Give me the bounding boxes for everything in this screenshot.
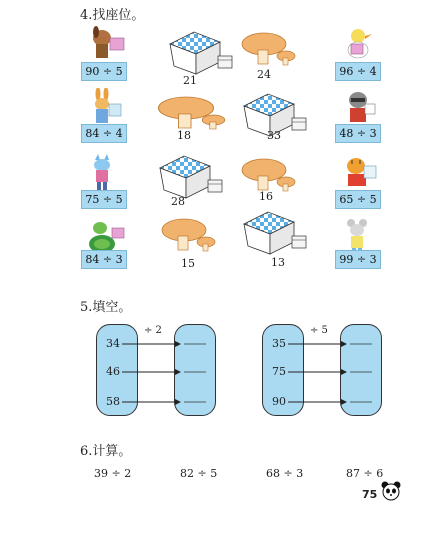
section-5-title: 5.填空。 bbox=[80, 300, 132, 315]
input-value: 34 bbox=[106, 337, 120, 350]
animal-expression: 96 ÷ 4 bbox=[335, 62, 381, 81]
input-value: 75 bbox=[272, 365, 286, 378]
mapping-arrows bbox=[286, 330, 376, 410]
tiger-icon bbox=[338, 154, 382, 192]
seat-number: 16 bbox=[259, 190, 273, 203]
section-4-title: 4.找座位。 bbox=[80, 8, 145, 23]
raccoon-icon bbox=[338, 88, 382, 126]
calc-problem: 87 ÷ 6 bbox=[346, 467, 384, 480]
seat-number: 33 bbox=[267, 129, 281, 142]
animal-expression: 75 ÷ 5 bbox=[81, 190, 127, 209]
mushroom-icon bbox=[240, 32, 300, 68]
animal-expression: 84 ÷ 4 bbox=[81, 124, 127, 143]
input-value: 46 bbox=[106, 365, 120, 378]
calc-problem: 39 ÷ 2 bbox=[94, 467, 132, 480]
duck-icon bbox=[338, 24, 382, 62]
seat-number: 28 bbox=[171, 195, 185, 208]
seat-number: 21 bbox=[183, 74, 197, 87]
seat-number: 24 bbox=[257, 68, 271, 81]
input-value: 35 bbox=[272, 337, 286, 350]
cat-icon bbox=[84, 154, 128, 192]
seat-number: 13 bbox=[271, 256, 285, 269]
seat-number: 18 bbox=[177, 129, 191, 142]
animal-expression: 65 ÷ 5 bbox=[335, 190, 381, 209]
table-icon bbox=[240, 210, 310, 256]
input-value: 58 bbox=[106, 395, 120, 408]
animal-expression: 84 ÷ 3 bbox=[81, 250, 127, 269]
section-6-title: 6.计算。 bbox=[80, 444, 132, 459]
input-value: 90 bbox=[272, 395, 286, 408]
mushroom-icon bbox=[240, 158, 300, 194]
rabbit-icon bbox=[84, 88, 128, 126]
panda-icon bbox=[380, 480, 402, 502]
mapping-arrows bbox=[120, 330, 210, 410]
page-number: 75 bbox=[362, 488, 378, 501]
animal-expression: 48 ÷ 3 bbox=[335, 124, 381, 143]
mushroom-icon bbox=[152, 96, 226, 132]
table-icon bbox=[166, 30, 236, 76]
animal-expression: 90 ÷ 5 bbox=[81, 62, 127, 81]
table-icon bbox=[156, 154, 226, 200]
operation-label: ÷ 5 bbox=[310, 325, 328, 336]
mushroom-icon bbox=[160, 218, 220, 254]
calc-problem: 82 ÷ 5 bbox=[180, 467, 218, 480]
calc-problem: 68 ÷ 3 bbox=[266, 467, 304, 480]
dog-icon bbox=[84, 24, 128, 62]
animal-expression: 99 ÷ 3 bbox=[335, 250, 381, 269]
operation-label: ÷ 2 bbox=[144, 325, 162, 336]
seat-number: 15 bbox=[181, 257, 195, 270]
